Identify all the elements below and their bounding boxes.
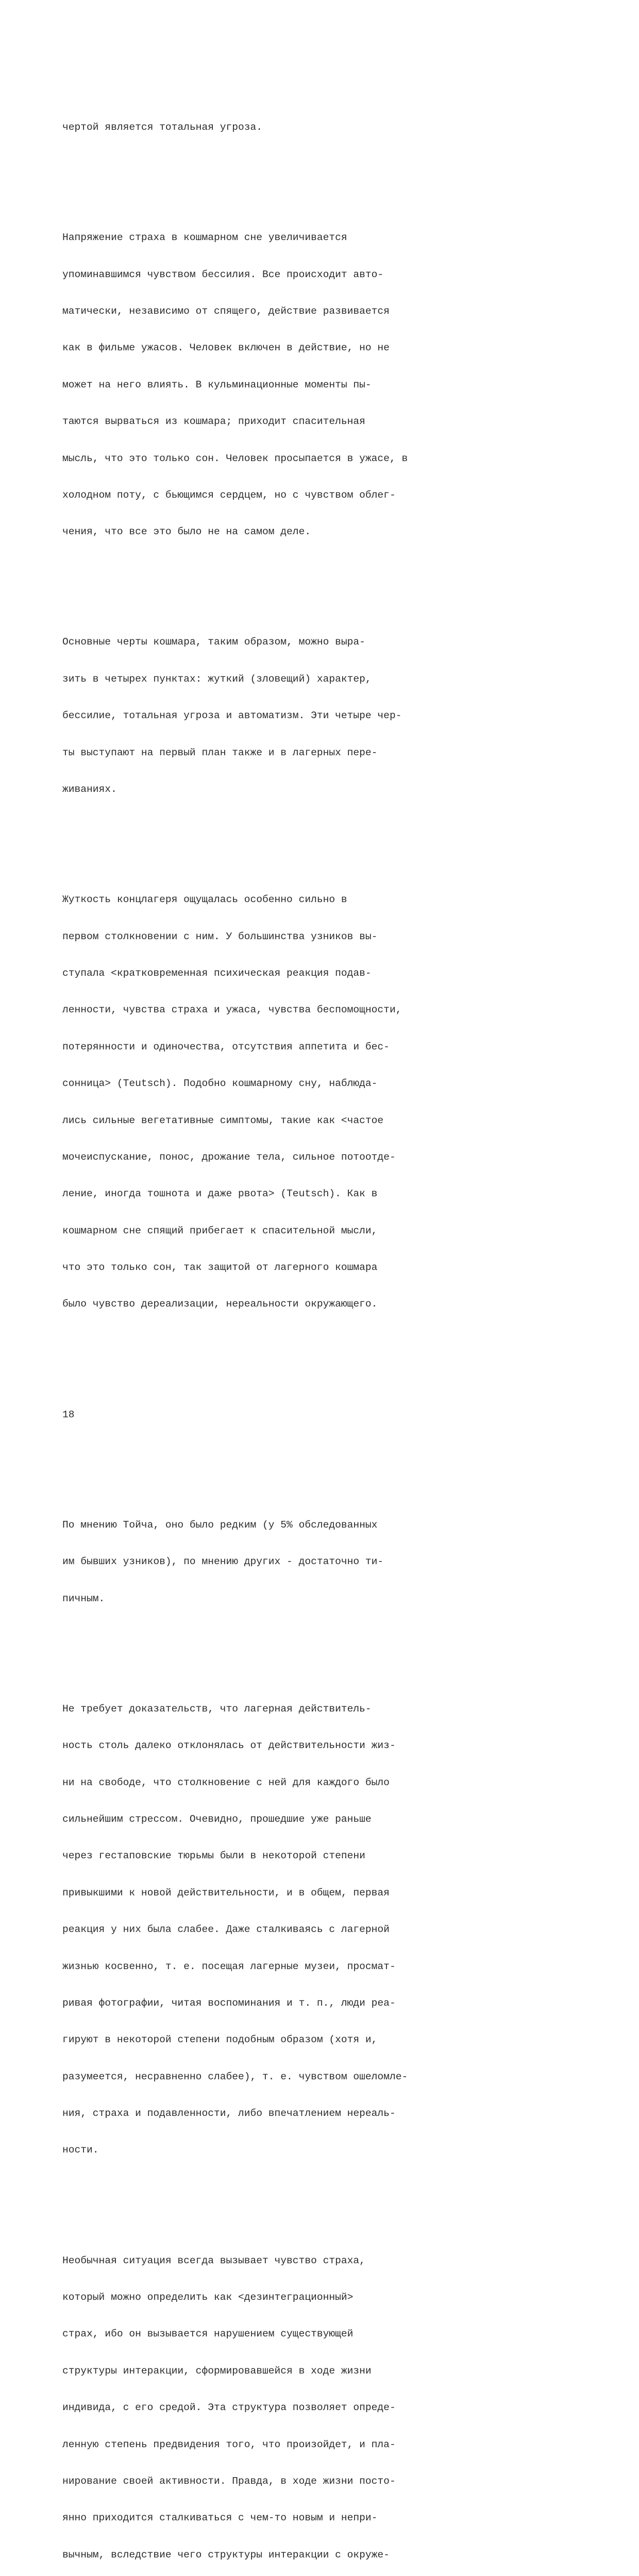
text-line: ривая фотографии, читая воспоминания и т. п., люди реа- [62, 1997, 396, 2009]
text-line: сонница> (Teutsch). Подобно кошмарному сну, наблюда- [62, 1078, 378, 1090]
text-line: мочеиспускание, понос, дрожание тела, сильное потоотде- [62, 1151, 396, 1163]
text-line: чения, что все это было не на самом деле. [62, 526, 311, 538]
paragraph [62, 1495, 578, 1630]
text-line: может на него влиять. В кульминационные моменты пы- [62, 379, 372, 391]
paragraph [62, 1679, 578, 2181]
text-line: потерянности и одиночества, отсутствия аппетита и бес- [62, 1041, 390, 1053]
text-line: лись сильные вегетативные симптомы, такие как <частое [62, 1114, 384, 1126]
paragraph [62, 2230, 578, 2576]
paragraph [62, 208, 578, 563]
text-line: зить в четырех пунктах: жуткий (зловещий) характер, [62, 673, 372, 685]
text-line: матически, независимо от спящего, действие развивается [62, 305, 390, 317]
text-line: пичным. [62, 1592, 105, 1604]
text-line: страх, ибо он вызывается нарушением существующей [62, 2328, 354, 2340]
text-line: привыкшими к новой действительности, и в общем, первая [62, 1887, 390, 1899]
text-line: реакция у них была слабее. Даже сталкиваясь с лагерной [62, 1924, 390, 1936]
text-line: через гестаповские тюрьмы были в некоторой степени [62, 1850, 365, 1862]
text-line: Не требует доказательств, что лагерная действитель- [62, 1703, 372, 1715]
text-line: ность столь далеко отклонялась от действительности жиз- [62, 1740, 396, 1752]
text-line: что это только сон, так защитой от лагерного кошмара [62, 1262, 378, 1274]
text-line: бессилие, тотальная угроза и автоматизм. Эти четыре чер- [62, 710, 402, 722]
text-line: вычным, вследствие чего структуры интеракции с окруже- [62, 2549, 390, 2561]
body-text [62, 60, 578, 2576]
text-line: ты выступают на первый план также и в лагерных пере- [62, 747, 378, 758]
text-line: чертой является тотальная угроза. [62, 121, 263, 133]
text-line: Необычная ситуация всегда вызывает чувство страха, [62, 2255, 365, 2266]
text-line: Жуткость концлагеря ощущалась особенно сильно в [62, 894, 347, 906]
text-line: им бывших узников), по мнению других - достаточно ти- [62, 1556, 384, 1568]
text-line: ния, страха и подавленности, либо впечатлением нереаль- [62, 2108, 396, 2120]
text-line: разумеется, несравненно слабее), т. е. чувством ошеломле- [62, 2071, 408, 2082]
text-line: Напряжение страха в кошмарном сне увеличивается [62, 232, 347, 244]
text-line: жизнью косвенно, т. е. посещая лагерные музеи, просмат- [62, 1960, 396, 1972]
text-line: живаниях. [62, 784, 117, 795]
text-line: ленности, чувства страха и ужаса, чувства беспомощности, [62, 1004, 402, 1016]
text-line: Основные черты кошмара, таким образом, можно выра- [62, 636, 365, 648]
text-line: янно приходится сталкиваться с чем-то новым и непри- [62, 2512, 378, 2524]
text-line: было чувство дереализации, нереальности окружающего. [62, 1298, 378, 1310]
text-line: как в фильме ужасов. Человек включен в действие, но не [62, 342, 390, 354]
text-line: первом столкновении с ним. У большинства узников вы- [62, 930, 378, 942]
text-line: упоминавшимся чувством бессилия. Все происходит авто- [62, 268, 384, 280]
paragraph [62, 612, 578, 821]
text-line: индивида, с его средой. Эта структура позволяет опреде- [62, 2402, 396, 2414]
text-line: ности. [62, 2144, 99, 2156]
text-line: кошмарном сне спящий прибегает к спасительной мысли, [62, 1225, 378, 1236]
text-line: сильнейшим стрессом. Очевидно, прошедшие уже раньше [62, 1813, 372, 1825]
text-line: нирование своей активности. Правда, в ходе жизни посто- [62, 2475, 396, 2487]
text-line: По мнению Тойча, оно было редким (у 5% обследованных [62, 1519, 378, 1531]
text-line: холодном поту, с бьющимся сердцем, но с чувством облег- [62, 489, 396, 501]
paragraph [62, 870, 578, 1335]
text-line: структуры интеракции, сформировавшейся в ходе жизни [62, 2365, 372, 2377]
text-line: таются вырваться из кошмара; приходит спасительная [62, 416, 365, 428]
text-line: ление, иногда тошнота и даже рвота> (Teutsch). Как в [62, 1188, 378, 1200]
text-line: мысль, что это только сон. Человек просыпается в ужасе, в [62, 452, 408, 464]
page-number-paragraph [62, 1384, 578, 1446]
text-line: ступала <кратковременная психическая реакция подав- [62, 967, 372, 979]
text-line: гируют в некоторой степени подобным образом (хотя и, [62, 2034, 378, 2046]
page-number: 18 [62, 1409, 75, 1420]
paragraph [62, 97, 578, 158]
text-line: ленную степень предвидения того, что произойдет, и пла- [62, 2438, 396, 2450]
text-line: ни на свободе, что столкновение с ней для каждого было [62, 1776, 390, 1788]
text-line: который можно определить как <дезинтеграционный> [62, 2292, 354, 2303]
